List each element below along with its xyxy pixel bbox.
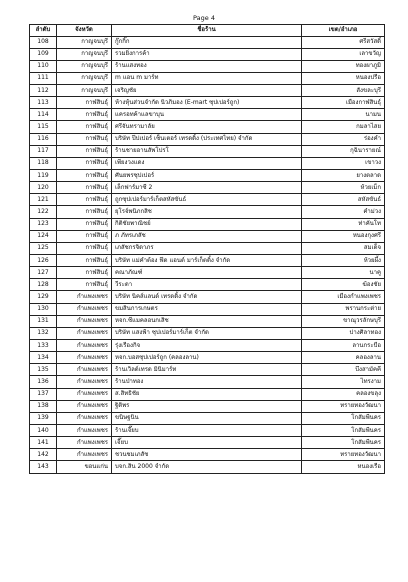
cell-district: ขาณุวรลักษบุรี [302, 315, 385, 327]
table-row [30, 242, 385, 254]
table-row [30, 109, 385, 121]
table-row [30, 437, 385, 449]
table-row [30, 157, 385, 169]
cell-shop-name: กู๊กกิ๊ก [112, 36, 302, 48]
cell-order: 128 [30, 279, 57, 291]
cell-shop-name: รวมยิ่งการค้า [112, 48, 302, 60]
cell-province: กำแพงเพชร [57, 400, 112, 412]
cell-order: 116 [30, 133, 57, 145]
cell-shop-name: ขนิษฐนิน [112, 412, 302, 424]
cell-province: กำแพงเพชร [57, 376, 112, 388]
cell-order: 118 [30, 157, 57, 169]
cell-shop-name: ร้านแสงทอง [112, 60, 302, 72]
cell-province: กำแพงเพชร [57, 340, 112, 352]
cell-district: นามน [302, 109, 385, 121]
cell-shop-name: ฐิติพร [112, 400, 302, 412]
cell-shop-name: เจี๊ยบ [112, 437, 302, 449]
cell-district: ไทรงาม [302, 376, 385, 388]
cell-shop-name: รุ่งเรืองกิจ [112, 340, 302, 352]
cell-shop-name: แครอทค้าแลขาบุน [112, 109, 302, 121]
page-label: Page 4 [193, 14, 215, 22]
header-shop-name: ชื่อร้าน [112, 25, 302, 37]
table-row [30, 72, 385, 84]
cell-shop-name: ศรีจันทรามาลัย [112, 121, 302, 133]
cell-province: กำแพงเพชร [57, 291, 112, 303]
cell-shop-name: ร้านเวิลด์เทรด มินิมาร์ท [112, 364, 302, 376]
cell-district: คำม่วง [302, 206, 385, 218]
cell-district: ศรีสวัสดิ์ [302, 36, 385, 48]
cell-shop-name: บจก.สิน 2000 จำกัด [112, 461, 302, 473]
cell-district: ทรายทองวัฒนา [302, 449, 385, 461]
header-province: จังหวัด [57, 25, 112, 37]
cell-district: คลองลาน [302, 352, 385, 364]
cell-province: กาญจนบุรี [57, 85, 112, 97]
cell-order: 131 [30, 315, 57, 327]
table-row [30, 327, 385, 339]
table-row [30, 218, 385, 230]
cell-province: กาฬสินธุ์ [57, 182, 112, 194]
cell-order: 127 [30, 267, 57, 279]
cell-order: 135 [30, 364, 57, 376]
table-row [30, 170, 385, 182]
table-header-row [30, 25, 385, 37]
cell-province: กาญจนบุรี [57, 48, 112, 60]
table-row [30, 121, 385, 133]
cell-province: กาฬสินธุ์ [57, 267, 112, 279]
table-row [30, 267, 385, 279]
cell-province: กำแพงเพชร [57, 437, 112, 449]
cell-province: กำแพงเพชร [57, 412, 112, 424]
cell-district: คลองขลุง [302, 388, 385, 400]
cell-district: กุฉินารายณ์ [302, 145, 385, 157]
cell-shop-name: เพียงวงแดง [112, 157, 302, 169]
cell-province: กาฬสินธุ์ [57, 157, 112, 169]
cell-shop-name: ภ ภัทรเภสัช [112, 230, 302, 242]
cell-province: กาฬสินธุ์ [57, 170, 112, 182]
table-row [30, 48, 385, 60]
cell-province: กาฬสินธุ์ [57, 218, 112, 230]
cell-province: กำแพงเพชร [57, 352, 112, 364]
cell-shop-name: กิติชัยพาณิชย์ [112, 218, 302, 230]
cell-district: พรานกระต่าย [302, 303, 385, 315]
cell-shop-name: ร้านเจี๊ยบ [112, 425, 302, 437]
cell-order: 139 [30, 412, 57, 424]
cell-district: เมืองกำแพงเพชร [302, 291, 385, 303]
cell-district: สังขละบุรี [302, 85, 385, 97]
cell-order: 112 [30, 85, 57, 97]
cell-order: 108 [30, 36, 57, 48]
table-row [30, 60, 385, 72]
cell-shop-name: เล็กฟาร์มาซี 2 [112, 182, 302, 194]
table-row [30, 291, 385, 303]
cell-order: 117 [30, 145, 57, 157]
cell-district: ท่าคันโท [302, 218, 385, 230]
cell-order: 136 [30, 376, 57, 388]
cell-order: 110 [30, 60, 57, 72]
cell-shop-name: หจก.บอสซุปเปอร์ถูก (คลองลาน) [112, 352, 302, 364]
cell-order: 143 [30, 461, 57, 473]
cell-order: 132 [30, 327, 57, 339]
cell-province: กาฬสินธุ์ [57, 121, 112, 133]
cell-district: สมเด็จ [302, 242, 385, 254]
cell-shop-name: ห้างหุ้นส่วนจำกัด นิวภิมอง (E-mart ซุปเปอร์ถูก) [112, 97, 302, 109]
cell-district: โกสัมพีนคร [302, 425, 385, 437]
cell-shop-name: บริษัท แม่คำต้อง ฟีด แอนด์ มาร์เก็ตติ้ง จำกัด [112, 255, 302, 267]
cell-shop-name: บริษัท แสงฟ้า ซุปเปอร์มาร์เก็ต จำกัด [112, 327, 302, 339]
cell-order: 125 [30, 242, 57, 254]
cell-order: 119 [30, 170, 57, 182]
cell-province: กาญจนบุรี [57, 72, 112, 84]
cell-province: กาฬสินธุ์ [57, 97, 112, 109]
cell-province: กำแพงเพชร [57, 303, 112, 315]
cell-order: 121 [30, 194, 57, 206]
cell-shop-name: ร้านชายอานสัพโปรโ [112, 145, 302, 157]
table-row [30, 279, 385, 291]
table-row [30, 206, 385, 218]
cell-province: กาฬสินธุ์ [57, 242, 112, 254]
cell-shop-name: ถูกซุปเปอร์มาร์เก็ตสหัสขันธ์ [112, 194, 302, 206]
table-row [30, 97, 385, 109]
cell-province: กำแพงเพชร [57, 449, 112, 461]
table-row [30, 230, 385, 242]
table-row [30, 194, 385, 206]
cell-district: ฆ้องชัย [302, 279, 385, 291]
cell-district: หนองกุงศรี [302, 230, 385, 242]
cell-shop-name: ขมสินการเกษตร [112, 303, 302, 315]
cell-province: กาฬสินธุ์ [57, 145, 112, 157]
cell-order: 133 [30, 340, 57, 352]
cell-shop-name: วีระดา [112, 279, 302, 291]
cell-province: กาญจนบุรี [57, 60, 112, 72]
cell-district: เมืองกาฬสินธุ์ [302, 97, 385, 109]
table-row [30, 449, 385, 461]
cell-order: 138 [30, 400, 57, 412]
cell-district: ยางตลาด [302, 170, 385, 182]
cell-shop-name: m แอน m มาร์ท [112, 72, 302, 84]
cell-province: ขอนแก่น [57, 461, 112, 473]
table-row [30, 461, 385, 473]
cell-province: กาฬสินธุ์ [57, 133, 112, 145]
table-row [30, 400, 385, 412]
cell-district: สหัสขันธ์ [302, 194, 385, 206]
cell-shop-name: คณาภัณฑ์ [112, 267, 302, 279]
cell-shop-name: บริษัท ปีปเปอร์ เซ็นเตอร์ เทรดดิ้ง (ประเทศไทย) จำกัด [112, 133, 302, 145]
cell-province: กำแพงเพชร [57, 364, 112, 376]
cell-order: 137 [30, 388, 57, 400]
table-row [30, 425, 385, 437]
cell-district: โกสัมพีนคร [302, 412, 385, 424]
cell-order: 130 [30, 303, 57, 315]
cell-order: 134 [30, 352, 57, 364]
cell-district: นาคู [302, 267, 385, 279]
cell-order: 114 [30, 109, 57, 121]
table-row [30, 340, 385, 352]
header-order: ลำดับ [30, 25, 57, 37]
cell-order: 141 [30, 437, 57, 449]
cell-province: กาฬสินธุ์ [57, 206, 112, 218]
cell-district: เลาขวัญ [302, 48, 385, 60]
cell-province: กาฬสินธุ์ [57, 255, 112, 267]
table-row [30, 303, 385, 315]
cell-order: 124 [30, 230, 57, 242]
table-row [30, 352, 385, 364]
cell-province: กาฬสินธุ์ [57, 230, 112, 242]
table-row [30, 412, 385, 424]
cell-province: กำแพงเพชร [57, 327, 112, 339]
cell-province: กาฬสินธุ์ [57, 194, 112, 206]
cell-order: 113 [30, 97, 57, 109]
cell-province: กำแพงเพชร [57, 388, 112, 400]
cell-shop-name: เจริญชัย [112, 85, 302, 97]
cell-order: 140 [30, 425, 57, 437]
shop-list-table [29, 24, 385, 474]
cell-order: 123 [30, 218, 57, 230]
cell-shop-name: บริษัท นิคส์แลนด์ เทรดดิ้ง จำกัด [112, 291, 302, 303]
table-row [30, 388, 385, 400]
cell-province: กาญจนบุรี [57, 36, 112, 48]
cell-district: เขาวง [302, 157, 385, 169]
cell-province: กำแพงเพชร [57, 425, 112, 437]
cell-district: ลานกระบือ [302, 340, 385, 352]
cell-order: 129 [30, 291, 57, 303]
cell-order: 126 [30, 255, 57, 267]
table-row [30, 36, 385, 48]
cell-shop-name: หจก.ซีแมคลอนกเสิช [112, 315, 302, 327]
cell-province: กาฬสินธุ์ [57, 109, 112, 121]
cell-district: ปางศิลาทอง [302, 327, 385, 339]
cell-shop-name: ร้านป่าทอง [112, 376, 302, 388]
table-row [30, 364, 385, 376]
cell-district: โกสัมพีนคร [302, 437, 385, 449]
cell-order: 120 [30, 182, 57, 194]
cell-district: บึงสามัคคี [302, 364, 385, 376]
cell-order: 111 [30, 72, 57, 84]
cell-district: ห้วยผึ้ง [302, 255, 385, 267]
table-row [30, 182, 385, 194]
cell-shop-name: ส.สิทธิชัย [112, 388, 302, 400]
cell-district: ทองผาภูมิ [302, 60, 385, 72]
cell-shop-name: ชวนชมเภสัช [112, 449, 302, 461]
cell-shop-name: เภสัชกรจิดาภร [112, 242, 302, 254]
cell-district: กมลาไสย [302, 121, 385, 133]
cell-province: กาฬสินธุ์ [57, 279, 112, 291]
cell-order: 142 [30, 449, 57, 461]
table-row [30, 145, 385, 157]
table-row [30, 255, 385, 267]
table-row [30, 376, 385, 388]
cell-shop-name: ยุโรจ์พนิภกสิช [112, 206, 302, 218]
cell-province: กำแพงเพชร [57, 315, 112, 327]
cell-shop-name: ศันยพรซุปเปอร์ [112, 170, 302, 182]
table-row [30, 85, 385, 97]
cell-district: ร่องคำ [302, 133, 385, 145]
cell-order: 122 [30, 206, 57, 218]
cell-district: ห้วยเม็ก [302, 182, 385, 194]
table-row [30, 315, 385, 327]
header-district: เขต/อำเภอ [302, 25, 385, 37]
cell-district: ทรายทองวัฒนา [302, 400, 385, 412]
table-row [30, 133, 385, 145]
cell-district: หนองเรือ [302, 461, 385, 473]
cell-district: หนองปรือ [302, 72, 385, 84]
cell-order: 115 [30, 121, 57, 133]
cell-order: 109 [30, 48, 57, 60]
